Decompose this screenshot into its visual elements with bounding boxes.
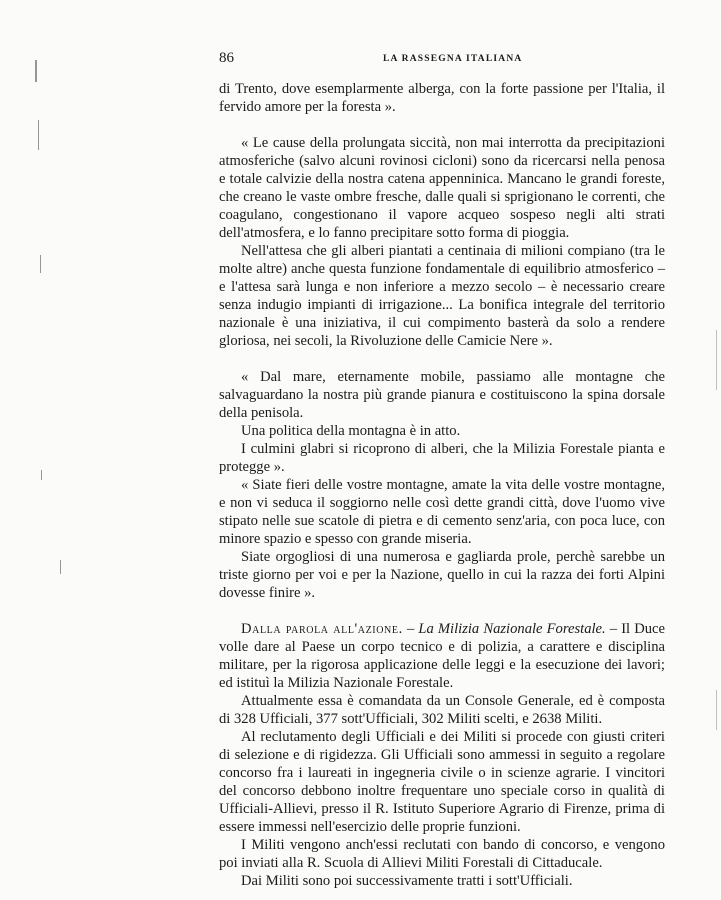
paragraph: Dai Militi sono poi successivamente tratti i sott'Ufficiali. — [241, 873, 573, 889]
section-heading: Dalla parola all'azione. — [241, 621, 403, 637]
paragraph: « Dal mare, eternamente mobile, passiamo alle montagne che salvaguardano la nostra più grande pianura e costituiscono la spina dorsale della penisola. — [219, 369, 665, 421]
heading-separator: – — [402, 621, 419, 637]
paragraph: Siate orgogliosi di una numerosa e gagliarda prole, perchè sarebbe un triste giorno per voi e per la Nazione, quello in cui la razza dei forti Alpini dovesse finire ». — [219, 549, 665, 601]
paragraph: I culmini glabri si ricoprono di alberi, che la Milizia Forestale pianta e protegge ». — [219, 441, 665, 475]
paragraph: Una politica della montagna è in atto. — [241, 423, 461, 439]
paragraph-text: – Il Duce volle dare al Paese un corpo tecnico e di polizia, a carattere e disciplina militare, per la rigorosa applicazione delle leggi e la esecuzione dei lavori; ed istituì la Milizia Nazionale Forestale. — [219, 621, 666, 691]
section-subheading: La Milizia Nazionale Forestale. — [418, 621, 606, 637]
page-number: 86 — [219, 50, 234, 66]
paragraph: Nell'attesa che gli alberi piantati a centinaia di milioni compiano (tra le molte altre) anche questa funzione fondamentale di equilibrio atmosferico – e l'attesa sarà lunga e non inferiore a mezzo secolo – è necessario creare senza indugio impianti di irrigazione... La bonifica integrale del territorio nazionale è una iniziativa, il cui compimento basterà da solo a rendere gloriosa, nei secoli, la Rivoluzione delle Camicie Nere ». — [219, 243, 665, 349]
paragraph: I Militi vengono anch'essi reclutati con bando di concorso, e vengono poi inviati alla R. Scuola di Allievi Militi Forestali di Cittaducale. — [219, 837, 665, 871]
paragraph: Attualmente essa è comandata da un Console Generale, ed è composta di 328 Ufficiali, 377 sott'Ufficiali, 302 Militi scelti, e 2638 Militi. — [219, 693, 665, 727]
right-margin-rule — [716, 690, 717, 730]
paragraph: « Siate fieri delle vostre montagne, amate la vita delle vostre montagne, e non vi seduca il soggiorno nelle così dette grandi città, dove l'uomo vive stipato nelle sue scatole di pietra e di cemento senz'aria, con poca luce, con minore spazio e spesso con grande miseria. — [219, 477, 665, 547]
paragraph: di Trento, dove esemplarmente alberga, con la forte passione per l'Italia, il fervido amore per la foresta ». — [219, 81, 665, 115]
page-header — [219, 50, 665, 70]
running-title: LA RASSEGNA ITALIANA — [383, 54, 523, 64]
section-paragraph — [219, 620, 665, 692]
body-text — [219, 80, 665, 890]
paragraph: « Le cause della prolungata siccità, non mai interrotta da precipitazioni atmosferiche (salvo alcuni rovinosi cicloni) sono da ricercarsi nella penosa e totale calvizie della nostra catena appenninica. Mancano le grandi foreste, che creano le vaste ombre fresche, dalle quali si sprigionano le correnti, che coagulano, congestionano il vapore acqueo sospeso negli alti strati dell'atmosfera, e lo fanno precipitare sotto forma di pioggia. — [219, 135, 665, 241]
paragraph: Al reclutamento degli Ufficiali e dei Militi si procede con giusti criteri di selezione e di rigidezza. Gli Ufficiali sono ammessi in seguito a regolare concorso fra i laureati in ingegneria civile o in scienze agrarie. I vincitori del concorso debbono inoltre frequentare uno speciale corso in qualità di Ufficiali-Allievi, presso il R. Istituto Superiore Agrario di Firenze, prima di essere immessi nell'esercizio delle proprie funzioni. — [219, 729, 665, 835]
right-margin-rule — [716, 330, 717, 390]
